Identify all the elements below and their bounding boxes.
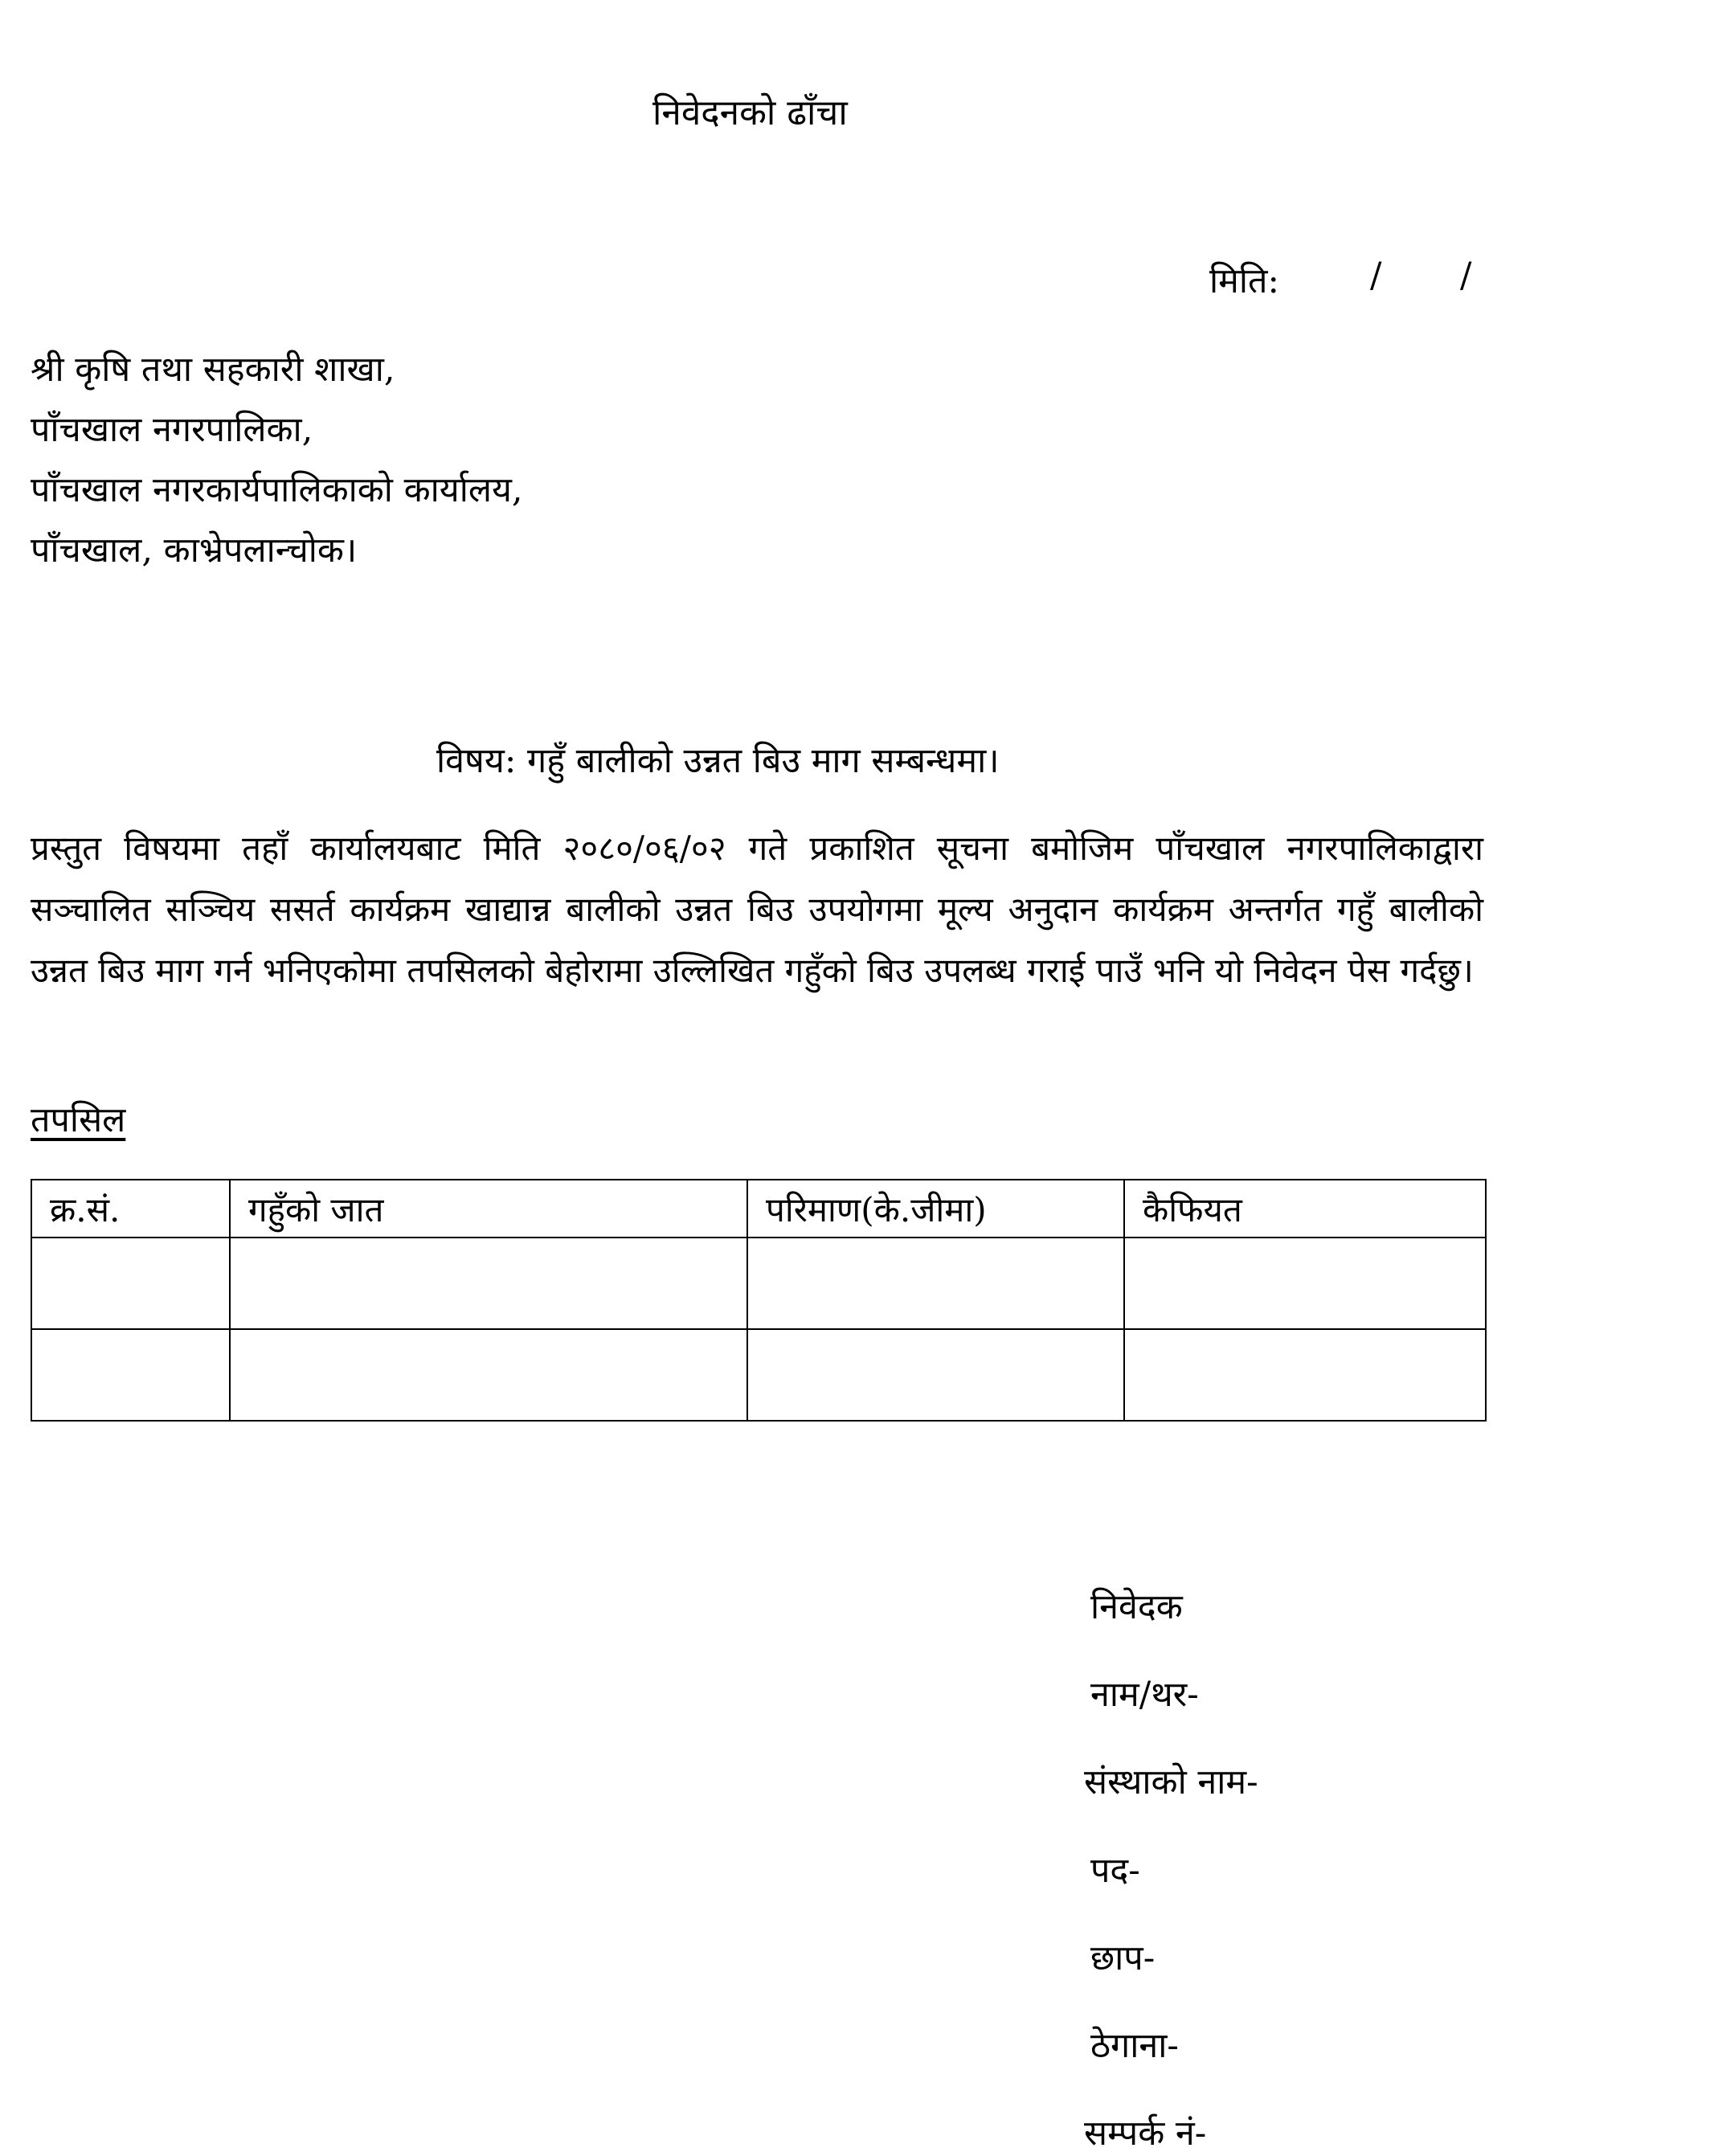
signature-name-field: नाम/थर-: [1090, 1675, 1199, 1715]
date-separator: /: [1370, 256, 1382, 296]
table-cell[interactable]: [747, 1238, 1124, 1329]
table-header-row: [31, 1180, 1486, 1238]
date-label: मिति:: [1209, 261, 1279, 301]
date-line: [1209, 256, 1472, 303]
column-header-variety: गहुँको जात: [230, 1180, 747, 1238]
body-paragraph: प्रस्तुत विषयमा तहाँ कार्यालयबाट मिति २०८०/०६/०२ गते प्रकाशित सूचना बमोजिम पाँचखाल नगरपालिकाद्वारा सञ्चालित सञ्चिय ससर्त कार्यक्रम खाद्यान्न बालीको उन्नत बिउ उपयोगमा मूल्य अनुदान कार्यक्रम अन्तर्गत गहुँ बालीको उन्नत बिउ माग गर्न भनिएकोमा तपसिलको बेहोरामा उल्लिखित गहुँको बिउ उपलब्ध गराई पाउँ भनि यो निवेदन पेस गर्दछु।: [31, 828, 1483, 990]
signature-applicant: निवेदक: [1090, 1587, 1183, 1627]
addressee-line: श्री कृषि तथा सहकारी शाखा,: [31, 350, 395, 390]
table-cell[interactable]: [1124, 1238, 1486, 1329]
table-cell[interactable]: [1124, 1329, 1486, 1421]
table-cell[interactable]: [31, 1329, 230, 1421]
detail-table: [31, 1179, 1487, 1422]
addressee-line: पाँचखाल नगरकार्यपालिकाको कार्यालय,: [31, 470, 523, 510]
signature-address-field: ठेगाना-: [1090, 2026, 1179, 2066]
signature-position-field: पद-: [1090, 1851, 1140, 1891]
table-cell[interactable]: [747, 1329, 1124, 1421]
addressee-line: पाँचखाल, काभ्रेपलान्चोक।: [31, 530, 358, 571]
column-header-serial: क्र.सं.: [31, 1180, 230, 1238]
date-separator: /: [1460, 256, 1472, 296]
tapasil-heading: तपसिल: [31, 1100, 126, 1140]
table-row: [31, 1238, 1486, 1329]
table-cell[interactable]: [230, 1329, 747, 1421]
signature-stamp-field: छाप-: [1090, 1938, 1156, 1978]
addressee-line: पाँचखाल नगरपालिका,: [31, 410, 313, 450]
document-title: निवेदनको ढाँचा: [652, 92, 848, 133]
table-row: [31, 1329, 1486, 1421]
table-cell[interactable]: [31, 1238, 230, 1329]
column-header-quantity: परिमाण(के.जीमा): [747, 1180, 1124, 1238]
subject-line: विषय: गहुँ बालीको उन्नत बिउ माग सम्बन्धमा।: [436, 741, 1000, 781]
signature-contact-field: सम्पर्क नं-: [1084, 2113, 1207, 2154]
table-cell[interactable]: [230, 1238, 747, 1329]
signature-organization-field: संस्थाको नाम-: [1084, 1762, 1258, 1802]
column-header-remarks: कैफियत: [1124, 1180, 1486, 1238]
